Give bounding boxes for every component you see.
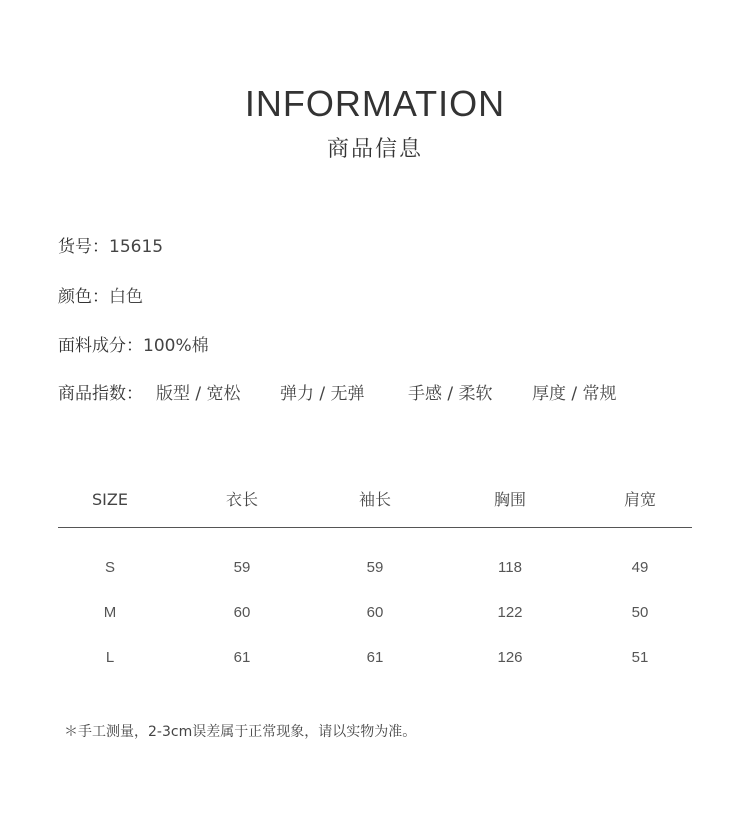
info-fabric <box>58 333 209 359</box>
info-color <box>58 284 143 310</box>
cell-shoulder: 49 <box>631 559 649 576</box>
cell-length: 61 <box>233 649 251 666</box>
cell-shoulder: 51 <box>631 649 649 666</box>
index-fit: 版型 / 宽松 <box>156 384 241 404</box>
page-title: INFORMATION <box>244 83 506 124</box>
index-thickness: 厚度 / 常规 <box>532 384 617 404</box>
header-sleeve: 袖长 <box>358 490 391 509</box>
cell-length: 59 <box>233 559 251 576</box>
cell-size: S <box>104 559 115 576</box>
size-table-header <box>58 480 692 528</box>
table-row <box>58 558 692 578</box>
cell-shoulder: 50 <box>631 604 649 621</box>
header-size: SIZE <box>92 490 128 509</box>
measurement-note: ＊手工测量，2-3cm误差属于正常现象，请以实物为准。 <box>64 724 417 740</box>
cell-chest: 122 <box>497 604 523 621</box>
index-label: 商品指数： <box>58 384 143 404</box>
cell-size: M <box>103 604 117 621</box>
header-shoulder: 肩宽 <box>623 490 656 509</box>
cell-size: L <box>105 649 115 666</box>
index-feel: 手感 / 柔软 <box>408 384 493 404</box>
fabric-value: 100%棉 <box>143 336 209 356</box>
info-item-number <box>58 234 163 260</box>
page-subtitle: 商品信息 <box>326 137 423 162</box>
item-number-label: 货号： <box>58 237 109 257</box>
header-length: 衣长 <box>225 490 258 509</box>
header-chest: 胸围 <box>493 490 526 509</box>
color-value: 白色 <box>109 287 143 307</box>
table-row <box>58 603 692 623</box>
cell-length: 60 <box>233 604 251 621</box>
cell-sleeve: 60 <box>366 604 384 621</box>
table-row <box>58 648 692 668</box>
info-index <box>58 381 698 407</box>
index-elasticity: 弹力 / 无弹 <box>280 384 365 404</box>
cell-chest: 126 <box>497 649 523 666</box>
fabric-label: 面料成分： <box>58 336 143 356</box>
cell-sleeve: 61 <box>366 649 384 666</box>
color-label: 颜色： <box>58 287 109 307</box>
cell-chest: 118 <box>498 559 522 576</box>
size-table <box>58 480 692 666</box>
cell-sleeve: 59 <box>366 559 384 576</box>
item-number-value: 15615 <box>109 237 164 257</box>
